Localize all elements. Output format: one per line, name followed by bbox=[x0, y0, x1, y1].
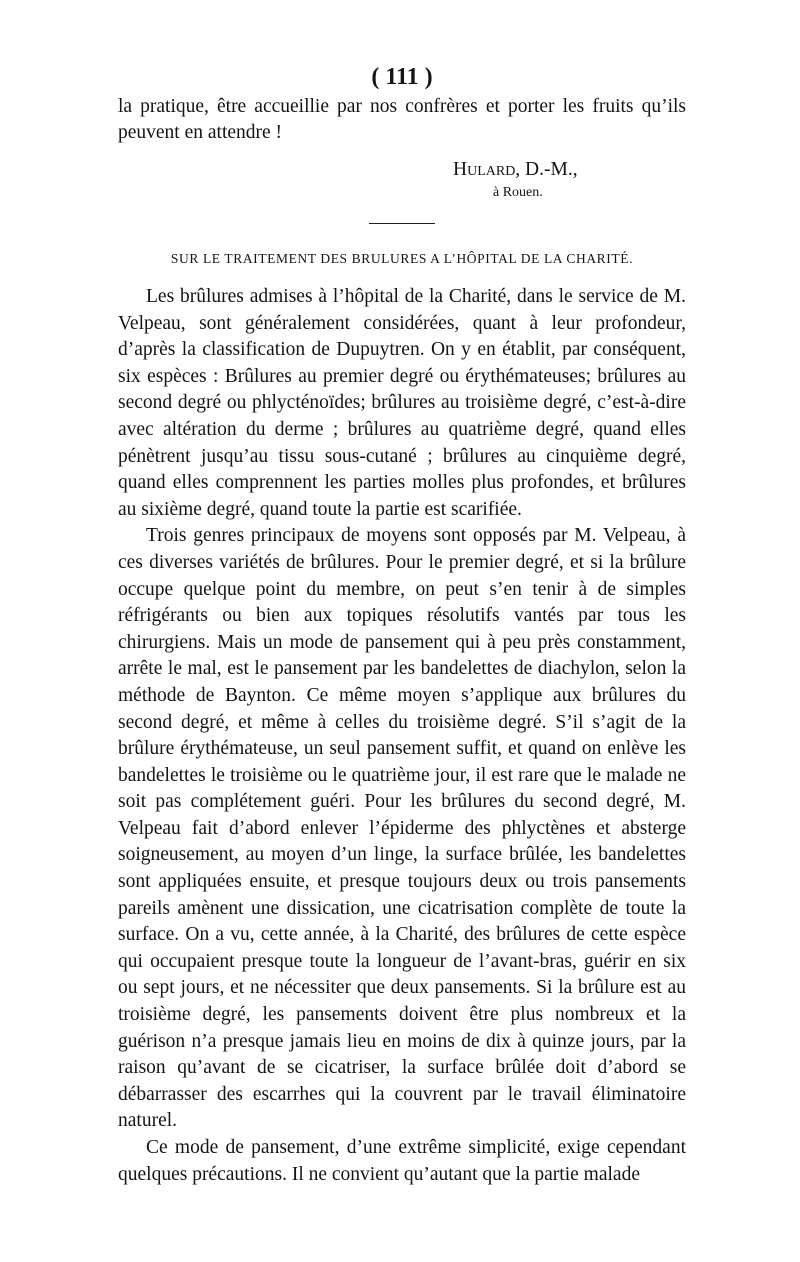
paragraph-3: Ce mode de pansement, d’une extrême simplicité, exige cependant quelques précautions. Il ne convient qu’autant que la partie malade bbox=[118, 1137, 686, 1185]
section-divider bbox=[369, 223, 435, 224]
intro-paragraph: la pratique, être accueillie par nos confrères et porter les fruits qu’ils peuvent en attendre ! bbox=[118, 96, 686, 143]
paragraph-2: Trois genres principaux de moyens sont opposés par M. Velpeau, à ces diverses variétés de brûlures. Pour le premier degré, et si la brûlure occupe quelque point du membre, on peut s’en tenir à de simples réfrigérants ou bien aux topiques résolutifs vantés par tous les chirurgiens. Mais un mode de pansement qui à peu près constamment, arrête le mal, est le pansement par les bandelettes de diachylon, selon la méthode de Baynton. Ce même moyen s’applique aux brûlures du second degré, et même à celles du troisième degré. S’il s’agit de la brûlure érythémateuse, un seul pansement suffit, et quand on enlève les bandelettes le troisième ou le quatrième jour, il est rare que le malade ne soit pas complétement guéri. Pour les brûlures du second degré, M. Velpeau fait d’abord enlever l’épiderme des phlyctènes et absterge soigneusement, au moyen d’un linge, la surface brûlée, les bandelettes sont appliquées ensuite, et presque toujours deux ou trois pansements pareils amènent une dissication, une cicatrisation complète de toute la surface. On a vu, cette année, à la Charité, des brûlures de cette espèce qui occupaient presque toute la longueur de l’avant-bras, guérir en six ou sept jours, et ne nécessiter que deux pansements. Si la brûlure est au troisième degré, les pansements doivent être plus nombreux et la guérison n’a presque jamais lieu en moins de dix à quinze jours, par la raison qu’avant de se cicatriser, la surface brûlée doit d’abord se débarrasser des escarrhes qui la couvrent par le travail éliminatoire naturel. bbox=[118, 525, 686, 1132]
page-number: ( 111 ) bbox=[371, 64, 433, 90]
paragraph-1: Les brûlures admises à l’hôpital de la Charité, dans le service de M. Velpeau, sont généralement considérées, quant à leur profondeur, d’après la classification de Dupuytren. On y en établit, par conséquent, six espèces : Brûlures au premier degré ou érythémateuses; brûlures au second degré ou phlycténoïdes; brûlures au troisième degré, c’est-à-dire avec altération du derme ; brûlures au quatrième degré, quand elles pénètrent jusqu’au tissu sous-cutané ; brûlures au cinquième degré, quand elles comprennent les parties molles plus profondes, et brûlures au sixième degré, quand toute la partie est scarifiée. bbox=[118, 286, 686, 520]
article-body bbox=[118, 284, 686, 1188]
author-place: à Rouen. bbox=[493, 185, 543, 200]
section-title: SUR LE TRAITEMENT DES BRULURES A L’HÔPITAL DE LA CHARITÉ. bbox=[170, 251, 634, 266]
book-page bbox=[118, 62, 686, 1188]
author-signature: Hulard, D.-M., bbox=[453, 159, 578, 180]
